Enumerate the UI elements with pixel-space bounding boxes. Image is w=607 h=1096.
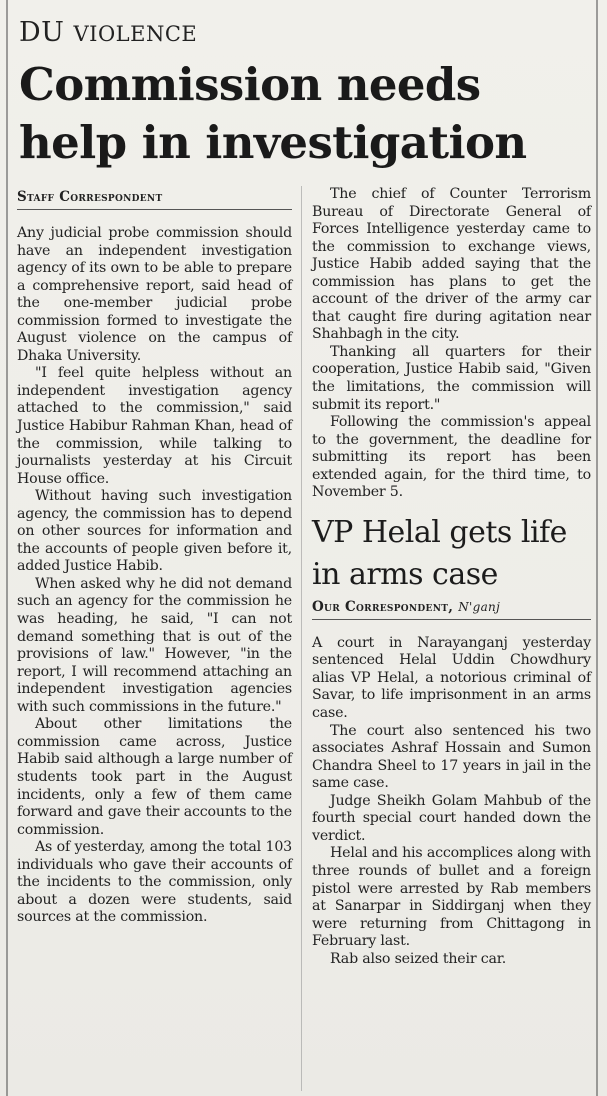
article1-byline: Staff Correspondent: [17, 189, 163, 205]
byline-divider: [17, 209, 292, 210]
article1-continued-paragraph: The chief of Counter Terrorism Bureau of Directorate General of Forces Intelligence yesterday came to the commission to exchange views, Justice Habib added saying that the commission has plans to get the account of the driver of the army car that caught fire during agitation near Shahbagh in the city.: [312, 186, 591, 343]
article1-paragraph: As of yesterday, among the total 103 individuals who gave their accounts of the incidents to the commission, only about a dozen were students, said sources at the commission.: [17, 839, 292, 926]
article2-headline: VP Helal gets life in arms case: [312, 514, 567, 592]
article2-paragraph: The court also sentenced his two associates Ashraf Hossain and Sumon Chandra Sheel to 17 years in jail in the same case.: [312, 722, 591, 792]
left-border-rule: [6, 0, 8, 1096]
right-border-rule: [596, 0, 598, 1096]
article1-continued-paragraph: Thanking all quarters for their cooperation, Justice Habib said, "Given the limitations, the commission will submit its report.": [312, 343, 591, 413]
article-column-left: [17, 188, 292, 927]
article-column-right: [312, 186, 591, 968]
column-divider: [301, 186, 302, 1091]
article2-paragraph: A court in Narayanganj yesterday sentenced Helal Uddin Chowdhury alias VP Helal, a notorious criminal of Savar, to life imprisonment in an arms case.: [312, 634, 591, 722]
article2-paragraph: Rab also seized their car.: [330, 950, 507, 967]
article2-byline: Our Correspondent, N'ganj: [312, 598, 501, 615]
section-kicker: [19, 17, 197, 48]
kicker-label: VIOLENCE: [73, 22, 198, 46]
article1-continued-paragraph: Following the commission's appeal to the government, the deadline for submitting its report has been extended again, for the third time, to November 5.: [312, 414, 591, 501]
article1-paragraph: About other limitations the commission came across, Justice Habib said although a large number of students took part in the August incidents, only a few of them came forward and gave their accounts to the commission.: [17, 716, 292, 838]
article1-paragraph: "I feel quite helpless without an independent investigation agency attached to the commission," said Justice Habibur Rahman Khan, head of the commission, while talking to journalists yesterday at his Circuit House office.: [17, 365, 292, 487]
kicker-prefix: DU: [19, 17, 65, 48]
article2-dateline: N'ganj: [458, 599, 501, 614]
article1-paragraph: Without having such investigation agency, the commission has to depend on other sources for information and the accounts of people given before it, added Justice Habib.: [17, 488, 292, 575]
article2-byline-divider: [312, 619, 591, 620]
article2-paragraph: Judge Sheikh Golam Mahbub of the fourth special court handed down the verdict.: [312, 792, 591, 844]
article1-paragraph: Any judicial probe commission should have an independent investigation agency of its own to be able to prepare a comprehensive report, said head of the one-member judicial probe commission formed to investigate the August violence on the campus of Dhaka University.: [17, 225, 292, 364]
article2-paragraph: Helal and his accomplices along with three rounds of bullet and a foreign pistol were arrested by Rab members at Sanarpar in Siddirganj when they were returning from Chittagong in February last.: [312, 845, 591, 950]
main-headline: Commission needs help in investigation: [19, 58, 527, 169]
article1-paragraph: When asked why he did not demand such an agency for the commission he was heading, he said, "I can not demand something that is out of the provisions of law." However, "in the report, I will recommend attaching an independent investigation agencies with such commissions in the future.": [17, 575, 292, 715]
